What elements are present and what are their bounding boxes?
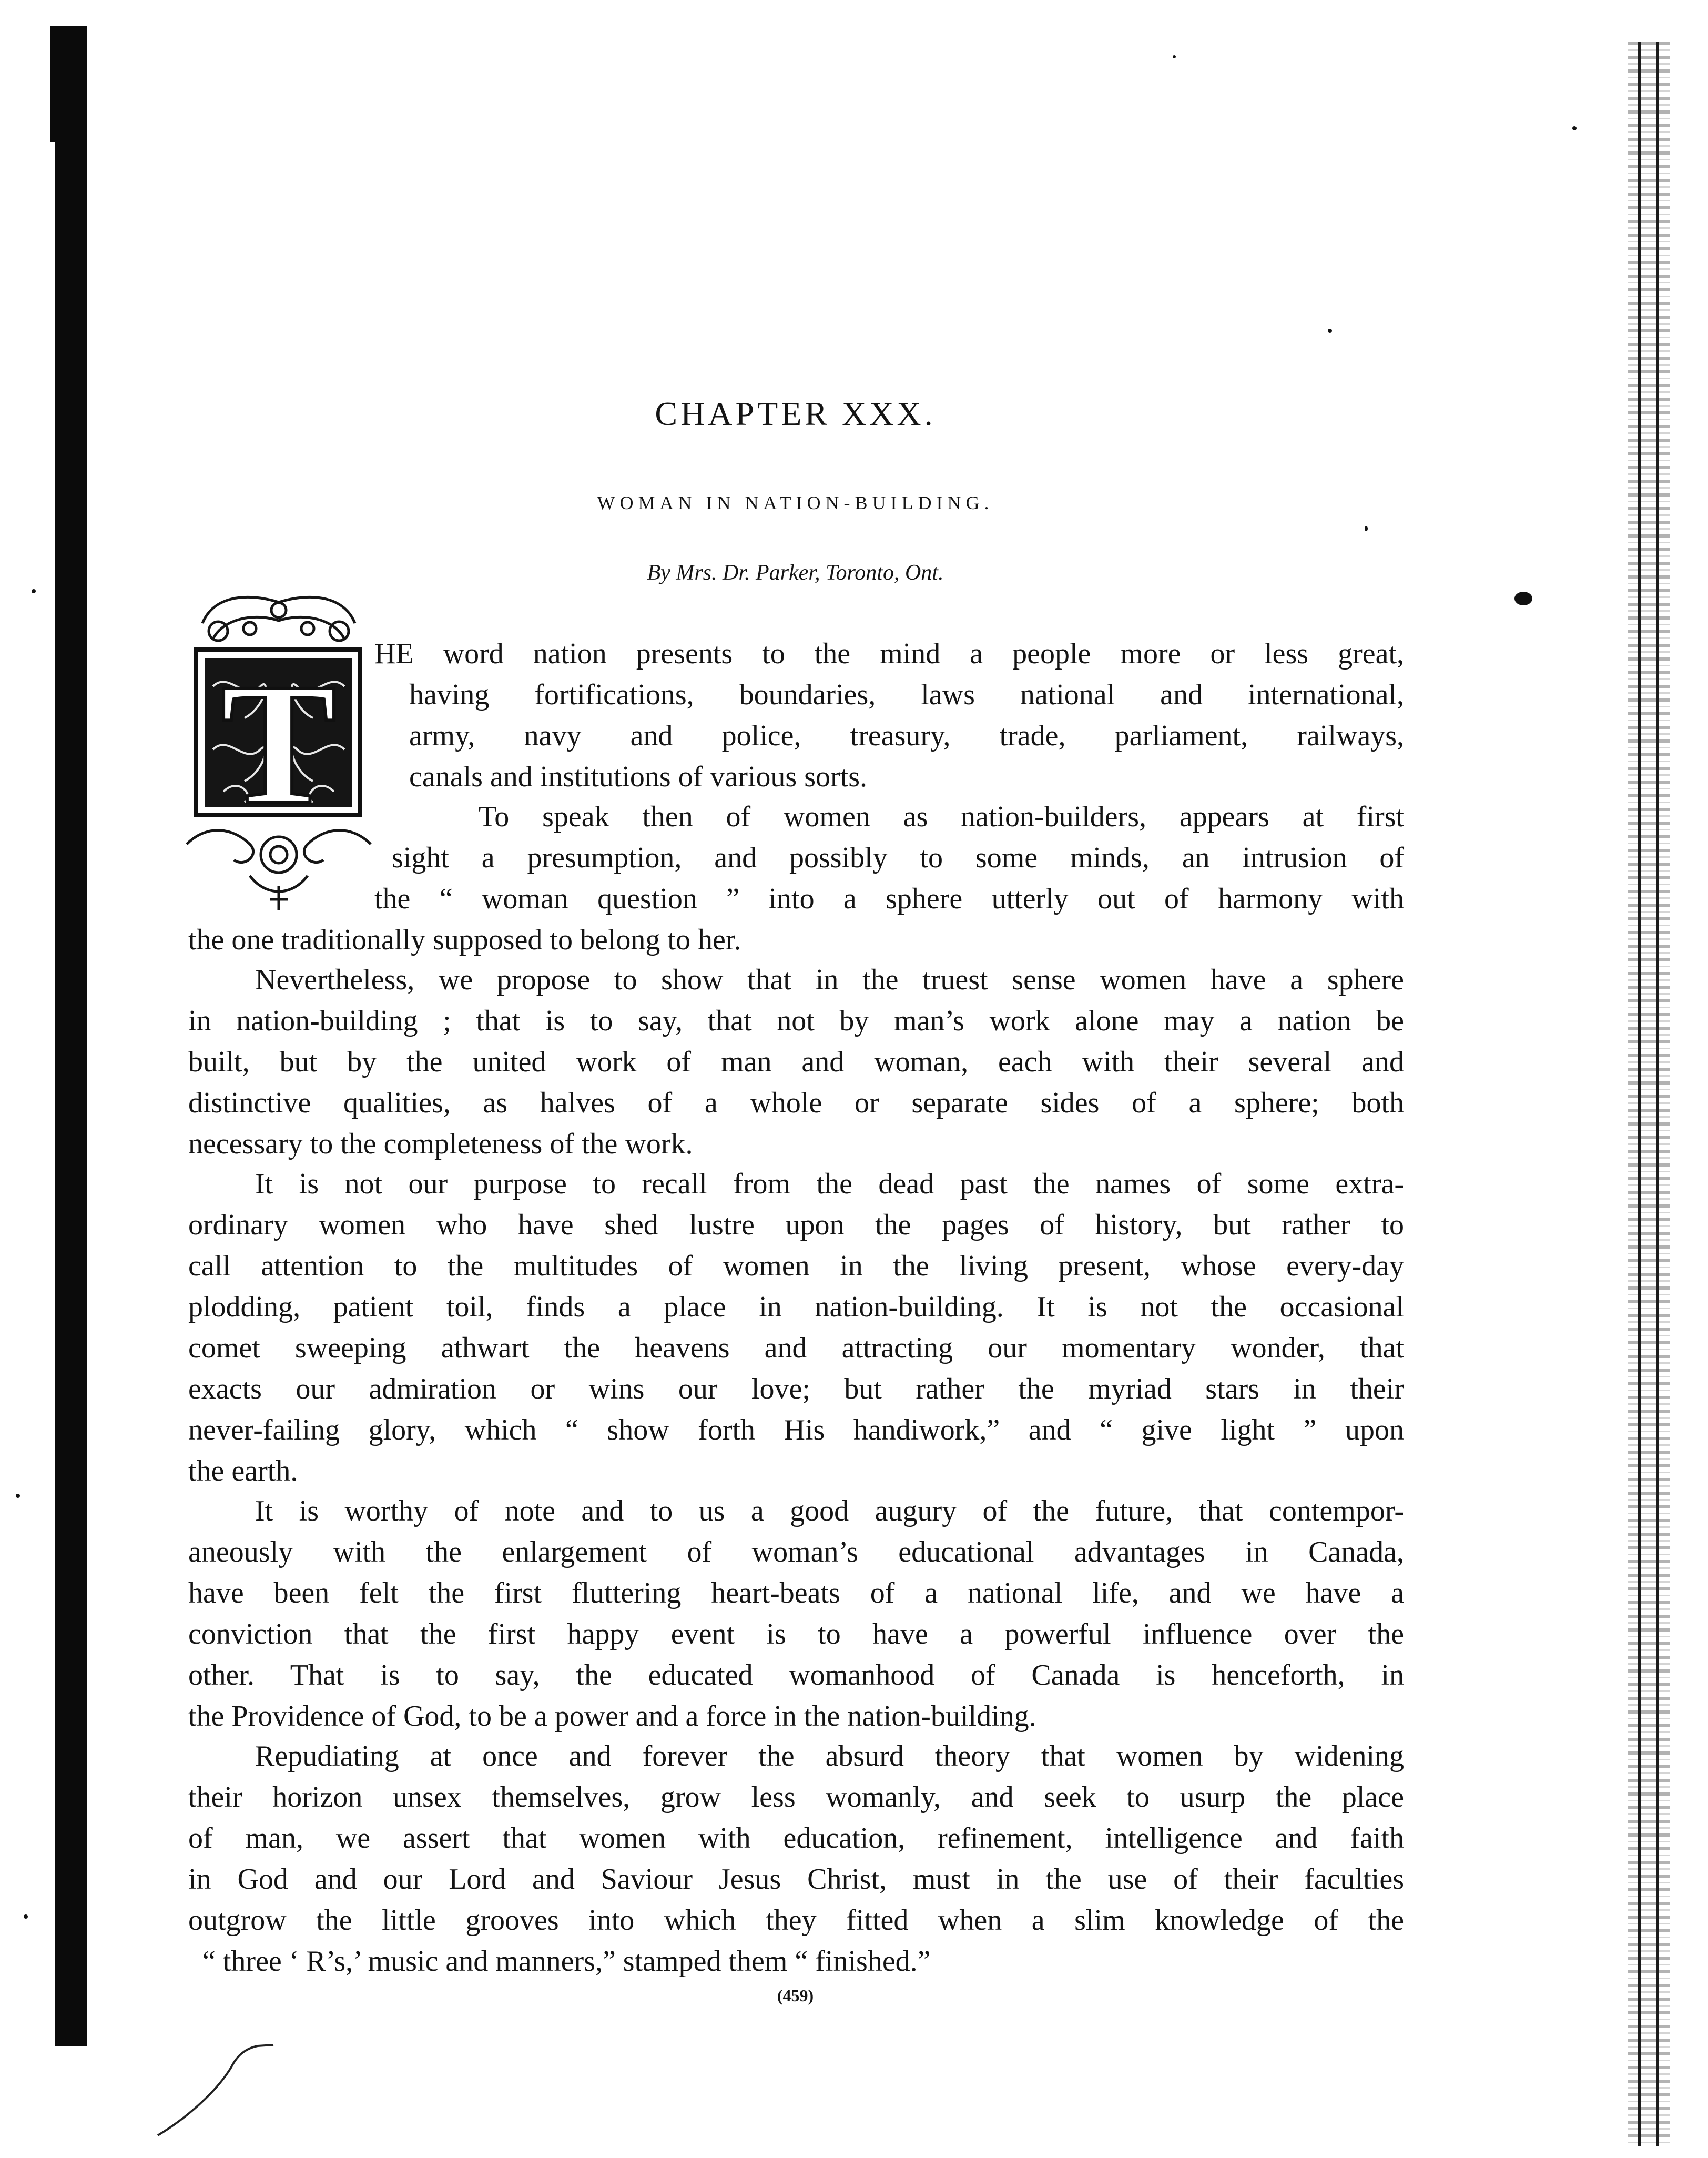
scan-right-edge-line: [1638, 42, 1641, 2146]
page-number: (459): [777, 1986, 814, 2005]
text-line: distinctive qualities, as halves of a whole or separate sides of a sphere; both: [188, 1087, 1404, 1119]
text-line: the Providence of God, to be a power and a force in the nation-building.: [188, 1700, 1036, 1733]
scan-speck: [1572, 126, 1577, 130]
section-title: WOMAN IN NATION-BUILDING.: [597, 492, 994, 513]
text-line: HE word nation presents to the mind a people more or less great,: [374, 637, 1404, 670]
text-line: conviction that the first happy event is to have a powerful influence over the: [188, 1618, 1404, 1650]
ornamental-drop-cap: [181, 581, 376, 913]
scan-speck: [16, 1494, 20, 1498]
text-line: It is not our purpose to recall from the dead past the names of some extra-: [255, 1168, 1404, 1200]
text-line: Nevertheless, we propose to show that in the truest sense women have a sphere: [255, 964, 1404, 996]
text-line: aneously with the enlargement of woman’s educational advantages in Canada,: [188, 1536, 1404, 1568]
text-line: exacts our admiration or wins our love; but rather the myriad stars in their: [188, 1373, 1404, 1405]
pencil-mark: [152, 2035, 289, 2141]
text-line: It is worthy of note and to us a good augury of the future, that contempor-: [255, 1495, 1404, 1527]
text-line: of man, we assert that women with education, refinement, intelligence and faith: [188, 1822, 1404, 1855]
text-line: outgrow the little grooves into which they fitted when a slim knowledge of the: [188, 1904, 1404, 1937]
scan-right-edge-noise: [1628, 42, 1670, 2146]
text-line: plodding, patient toil, finds a place in nation-building. It is not the occasional: [188, 1291, 1404, 1323]
scan-right-edge-line: [1656, 42, 1659, 2146]
text-line: canals and institutions of various sorts.: [409, 761, 868, 793]
scan-speck: [1365, 526, 1368, 531]
scan-speck: [24, 1914, 28, 1919]
text-line: other. That is to say, the educated womanhood of Canada is henceforth, in: [188, 1659, 1404, 1691]
text-line: call attention to the multitudes of women in the living present, whose every-day: [188, 1250, 1404, 1282]
scan-speck: [1514, 592, 1532, 605]
text-line: in God and our Lord and Saviour Jesus Christ, must in the use of their faculties: [188, 1863, 1404, 1896]
text-line: built, but by the united work of man and woman, each with their several and: [188, 1046, 1404, 1078]
byline: By Mrs. Dr. Parker, Toronto, Ont.: [647, 561, 944, 585]
scan-binding-shadow: [55, 26, 87, 2046]
text-line: the one traditionally supposed to belong to her.: [188, 924, 741, 956]
text-line: have been felt the first fluttering heart-beats of a national life, and we have a: [188, 1577, 1404, 1609]
text-line: ordinary women who have shed lustre upon the pages of history, but rather to: [188, 1209, 1404, 1241]
text-line: army, navy and police, treasury, trade, parliament, railways,: [409, 720, 1404, 752]
chapter-title: CHAPTER XXX.: [655, 395, 936, 432]
text-line: their horizon unsex themselves, grow less womanly, and seek to usurp the place: [188, 1781, 1404, 1813]
drop-cap-letter: T: [220, 648, 337, 840]
scan-speck: [1328, 329, 1332, 333]
scan-speck: [1173, 55, 1176, 58]
text-line: having fortifications, boundaries, laws national and international,: [409, 678, 1404, 711]
scan-speck: [32, 589, 36, 593]
text-line: in nation-building ; that is to say, that not by man’s work alone may a nation be: [188, 1005, 1404, 1037]
text-line: necessary to the completeness of the work.: [188, 1128, 693, 1160]
text-line: comet sweeping athwart the heavens and attracting our momentary wonder, that: [188, 1332, 1404, 1364]
text-line: the earth.: [188, 1455, 298, 1487]
text-line: Repudiating at once and forever the absurd theory that women by widening: [255, 1740, 1404, 1772]
text-line: “ three ‘ R’s,’ music and manners,” stamped them “ finished.”: [202, 1945, 931, 1978]
text-line: To speak then of women as nation-builders, appears at first: [479, 801, 1404, 833]
text-line: never-failing glory, which “ show forth His handiwork,” and “ give light ” upon: [188, 1414, 1404, 1446]
text-line: sight a presumption, and possibly to some minds, an intrusion of: [392, 842, 1404, 874]
text-line: the “ woman question ” into a sphere utterly out of harmony with: [374, 883, 1404, 915]
